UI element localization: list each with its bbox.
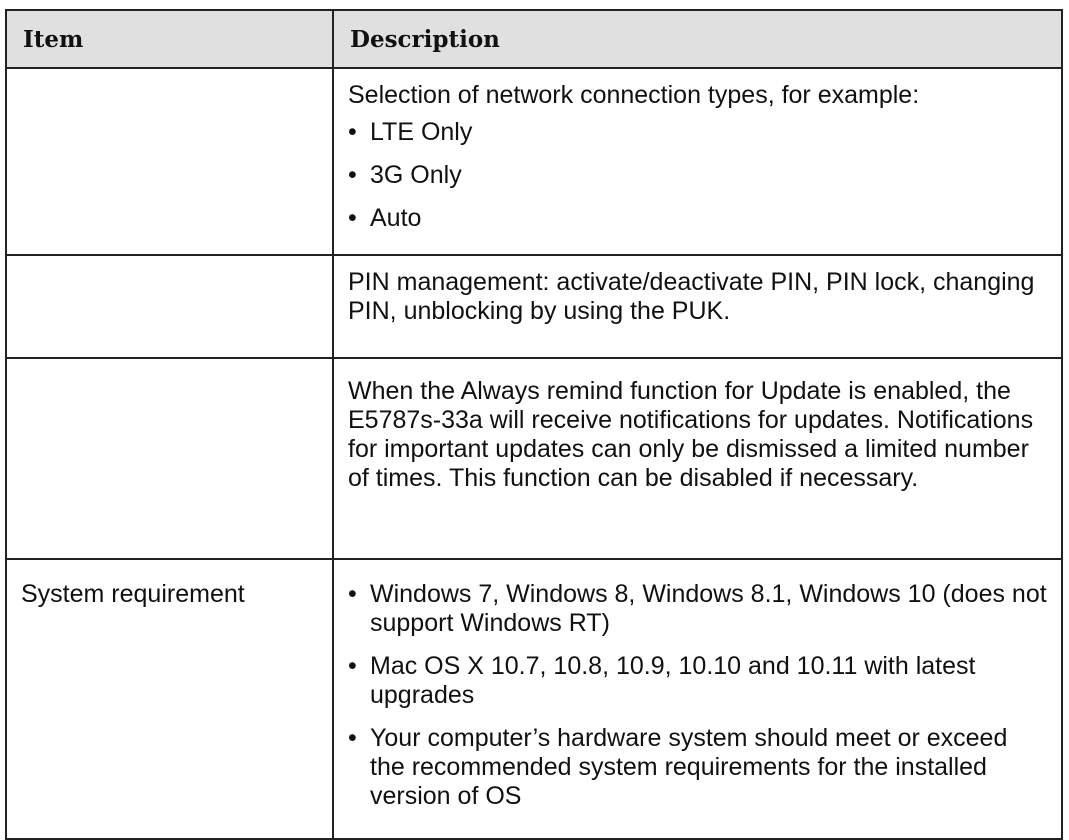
table-row [6,559,1062,839]
spec-table [5,9,1063,840]
list-item [348,580,1047,638]
item-cell [6,255,333,358]
item-cell: System requirement [6,559,333,839]
description-cell [333,559,1062,839]
bullet-icon: • [348,580,357,608]
bullet-icon: • [348,724,357,752]
list-item [348,204,1047,233]
description-cell [333,68,1062,255]
description-intro: Selection of network connection types, for example: [348,81,920,109]
list-item-text: Auto [370,204,422,232]
list-item [348,161,1047,190]
table-row [6,68,1062,255]
description-cell: PIN management: activate/deactivate PIN, PIN lock, changing PIN, unblocking by using the PUK. [333,255,1062,358]
bullet-list [348,580,1047,811]
column-header-item: Item [6,10,333,68]
list-item [348,118,1047,147]
list-item-text: Windows 7, Windows 8, Windows 8.1, Windows 10 (does not support Windows RT) [370,580,1047,637]
list-item [348,652,1047,710]
table-header-row [6,10,1062,68]
column-header-description: Description [333,10,1062,68]
bullet-icon: • [348,161,357,189]
list-item [348,724,1047,811]
list-item-text: Mac OS X 10.7, 10.8, 10.9, 10.10 and 10.11 with latest upgrades [370,652,976,709]
description-cell: When the Always remind function for Update is enabled, the E5787s-33a will receive notifications for updates. Notifications for important updates can only be dismissed a limited number of times. This function can be disabled if necessary. [333,358,1062,559]
table-row [6,255,1062,358]
bullet-icon: • [348,118,357,146]
bullet-icon: • [348,652,357,680]
bullet-list [348,118,1047,233]
bullet-icon: • [348,204,357,232]
item-cell [6,68,333,255]
item-cell [6,358,333,559]
table-row [6,358,1062,559]
list-item-text: LTE Only [370,118,473,146]
list-item-text: 3G Only [370,161,462,189]
list-item-text: Your computer’s hardware system should meet or exceed the recommended system requirements for the installed version of OS [370,724,1008,810]
